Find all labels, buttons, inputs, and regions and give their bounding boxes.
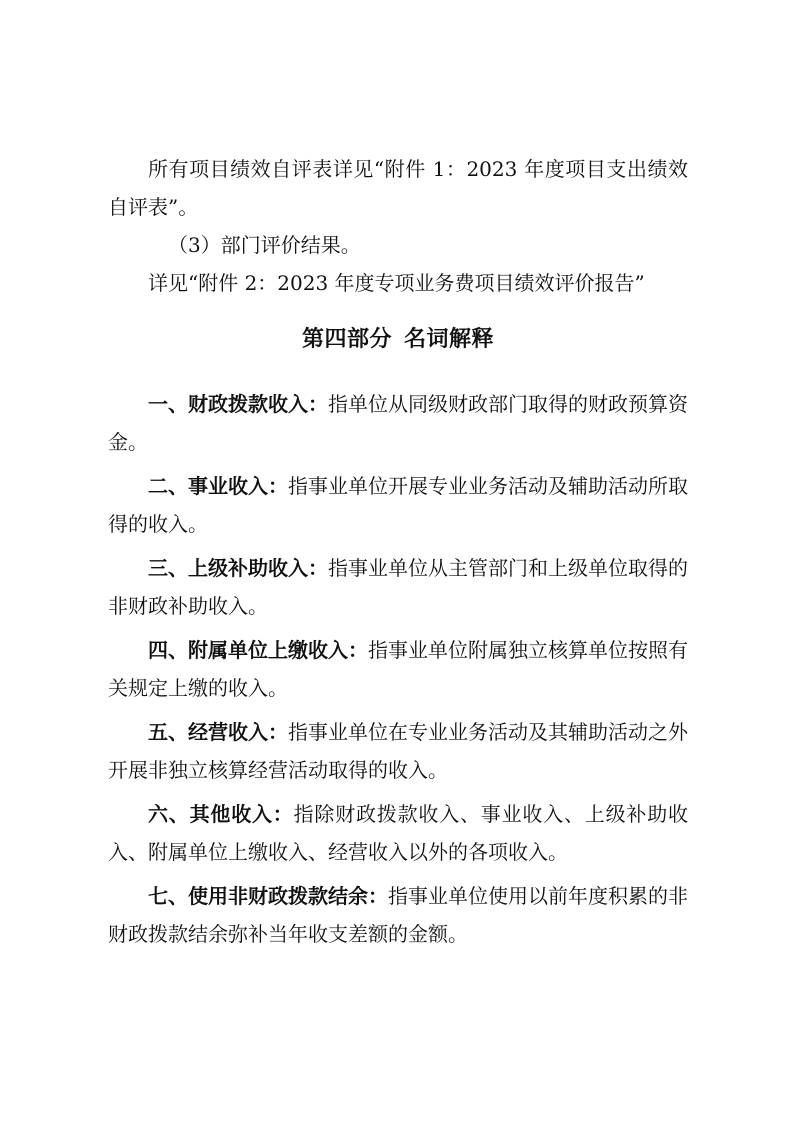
- definition-term: 五、经营收入：: [148, 720, 288, 744]
- intro-paragraph-self-evaluation: 所有项目绩效自评表详见“附件 1：2023 年度项目支出绩效自评表”。: [108, 157, 688, 219]
- definition-term: 一、财政拨款收入：: [148, 392, 328, 416]
- definition-item: [108, 467, 688, 543]
- definition-item: [108, 877, 688, 953]
- definition-item: [108, 549, 688, 625]
- definitions-list: [108, 385, 688, 953]
- section-part-label: 第四部分: [301, 326, 392, 352]
- intro-paragraph-evaluation-result: （3）部门评价结果。: [168, 233, 361, 257]
- definition-term: 三、上级补助收入：: [148, 556, 328, 580]
- definition-term: 七、使用非财政拨款结余：: [148, 884, 388, 908]
- definition-term: 四、附属单位上缴收入：: [148, 638, 368, 662]
- definition-text: 指事业单位开展专业业务活动及辅助活动所取得的收入。: [108, 474, 688, 536]
- definition-text: 指事业单位使用以前年度积累的非财政拨款结余弥补当年收支差额的金额。: [108, 884, 688, 946]
- definition-text: 指除财政拨款收入、事业收入、上级补助收入、附属单位上缴收入、经营收入以外的各项收入。: [108, 802, 689, 864]
- section-title-text: 名词解释: [404, 326, 495, 352]
- definition-item: [108, 385, 688, 461]
- intro-paragraph-see-attachment: 详见“附件 2：2023 年度专项业务费项目绩效评价报告”: [148, 271, 645, 295]
- definition-item: [108, 631, 688, 707]
- definition-text: 指事业单位在专业业务活动及其辅助活动之外开展非独立核算经营活动取得的收入。: [108, 720, 688, 782]
- page-content: [108, 150, 688, 959]
- definition-item: [108, 795, 688, 871]
- definition-text: 指事业单位附属独立核算单位按照有关规定上缴的收入。: [108, 638, 688, 700]
- definition-term: 六、其他收入：: [148, 802, 294, 826]
- section-heading: [108, 319, 688, 359]
- definition-text: 指单位从同级财政部门取得的财政预算资金。: [108, 392, 688, 454]
- definition-term: 二、事业收入：: [148, 474, 288, 498]
- definition-text: 指事业单位从主管部门和上级单位取得的非财政补助收入。: [108, 556, 688, 618]
- definition-item: [108, 713, 688, 789]
